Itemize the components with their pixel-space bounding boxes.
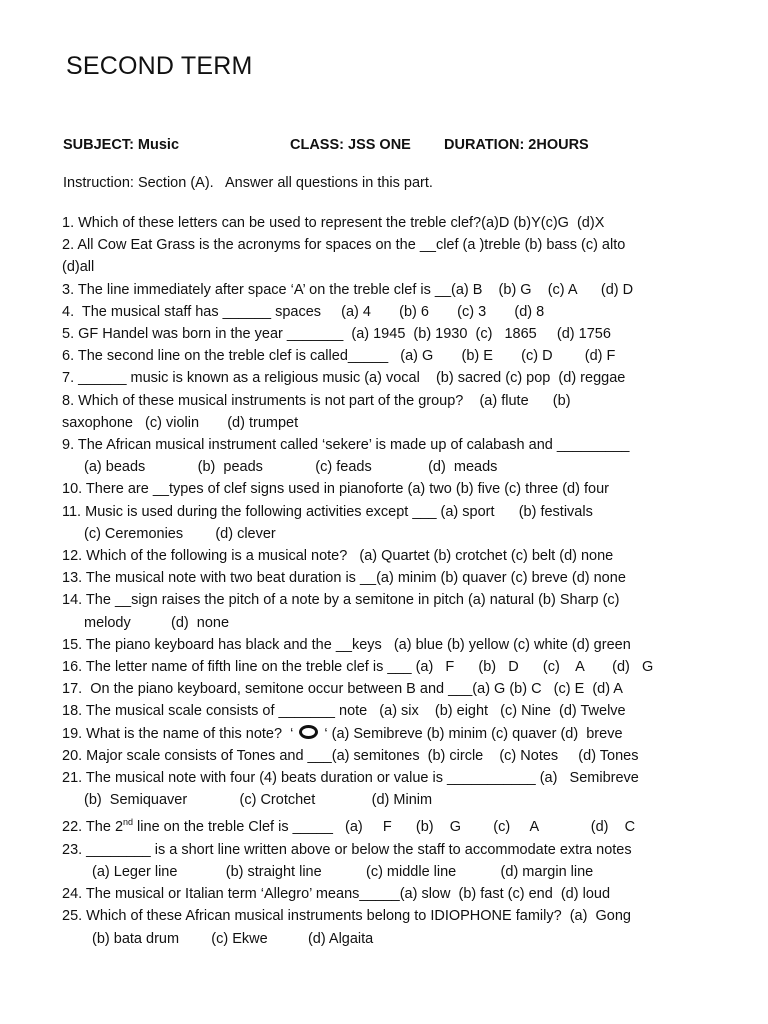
question-line: (d)all bbox=[62, 259, 95, 276]
question-line: 23. ________ is a short line written above or below the staff to accommodate extra notes bbox=[62, 841, 632, 858]
question-line: 3. The line immediately after space ‘A’ on the treble clef is __(a) B (b) G (c) A (d) D bbox=[62, 281, 634, 298]
duration-label: DURATION: 2HOURS bbox=[444, 137, 589, 153]
question-line: 4. The musical staff has ______ spaces (a) 4 (b) 6 (c) 3 (d) 8 bbox=[62, 303, 545, 320]
class-label: CLASS: JSS ONE bbox=[290, 137, 411, 153]
question-line: 5. GF Handel was born in the year _______ (a) 1945 (b) 1930 (c) 1865 (d) 1756 bbox=[62, 326, 611, 343]
question-line: 15. The piano keyboard has black and the __keys (a) blue (b) yellow (c) white (d) green bbox=[62, 636, 631, 653]
question-line: (c) Ceremonies (d) clever bbox=[84, 525, 276, 542]
question-line-part: line on the treble Clef is _____ (a) F (b) G (c) A (d) C bbox=[133, 819, 636, 836]
question-line: 13. The musical note with two beat duration is __(a) minim (b) quaver (c) breve (d) none bbox=[62, 570, 626, 587]
question-line: 11. Music is used during the following activities except ___ (a) sport (b) festivals bbox=[62, 503, 593, 520]
question-line: 9. The African musical instrument called ‘sekere’ is made up of calabash and _________ bbox=[62, 437, 630, 454]
question-line-part: 19. What is the name of this note? ‘ bbox=[62, 725, 298, 742]
subject-label: SUBJECT: Music bbox=[63, 137, 180, 153]
question-line: 6. The second line on the treble clef is called_____ (a) G (b) E (c) D (d) F bbox=[62, 348, 616, 365]
question-line: 24. The musical or Italian term ‘Allegro’ means_____(a) slow (b) fast (c) end (d) loud bbox=[62, 886, 611, 903]
question-line: 18. The musical scale consists of _______ note (a) six (b) eight (c) Nine (d) Twelve bbox=[62, 703, 626, 720]
question-line-part: ‘ (a) Semibreve (b) minim (c) quaver (d) breve bbox=[320, 725, 623, 742]
question-list bbox=[62, 212, 742, 950]
question-line: 20. Major scale consists of Tones and ___(a) semitones (b) circle (c) Notes (d) Tones bbox=[62, 747, 639, 764]
question-line: melody (d) none bbox=[84, 614, 230, 631]
question-line: 7. ______ music is known as a religious music (a) vocal (b) sacred (c) pop (d) reggae bbox=[62, 370, 626, 387]
instruction-text: Instruction: Section (A). Answer all questions in this part. bbox=[63, 175, 433, 191]
question-line: 2. All Cow Eat Grass is the acronyms for spaces on the __clef (a )treble (b) bass (c) alto bbox=[62, 237, 626, 254]
question-line: (a) Leger line (b) straight line (c) middle line (d) margin line bbox=[92, 863, 594, 880]
question-line: 17. On the piano keyboard, semitone occur between B and ___(a) G (b) C (c) E (d) A bbox=[62, 681, 623, 698]
question-line: (a) beads (b) peads (c) feads (d) meads bbox=[84, 459, 498, 476]
question-line: 21. The musical note with four (4) beats duration or value is ___________ (a) Semibreve bbox=[62, 770, 639, 787]
ordinal-suffix: nd bbox=[123, 817, 134, 828]
page-title: SECOND TERM bbox=[66, 52, 253, 80]
question-line: 16. The letter name of fifth line on the treble clef is ___ (a) F (b) D (c) A (d) G bbox=[62, 659, 654, 676]
question-line bbox=[62, 723, 742, 745]
question-line: saxophone (c) violin (d) trumpet bbox=[62, 414, 299, 431]
question-line: (b) bata drum (c) Ekwe (d) Algaita bbox=[92, 930, 374, 947]
question-line-part: 22. The 2 bbox=[62, 819, 124, 836]
question-line: 8. Which of these musical instruments is not part of the group? (a) flute (b) bbox=[62, 392, 571, 409]
question-line bbox=[62, 811, 742, 838]
question-line: 25. Which of these African musical instruments belong to IDIOPHONE family? (a) Gong bbox=[62, 908, 631, 925]
question-line: (b) Semiquaver (c) Crotchet (d) Minim bbox=[84, 792, 433, 809]
question-line: 1. Which of these letters can be used to represent the treble clef?(a)D (b)Y(c)G (d)X bbox=[62, 215, 605, 231]
question-line: 14. The __sign raises the pitch of a note by a semitone in pitch (a) natural (b) Sharp (c) bbox=[62, 592, 620, 609]
question-line: 10. There are __types of clef signs used in pianoforte (a) two (b) five (c) three (d) four bbox=[62, 481, 609, 498]
semibreve-note-icon bbox=[299, 725, 318, 739]
question-line: 12. Which of the following is a musical note? (a) Quartet (b) crotchet (c) belt (d) none bbox=[62, 548, 614, 565]
